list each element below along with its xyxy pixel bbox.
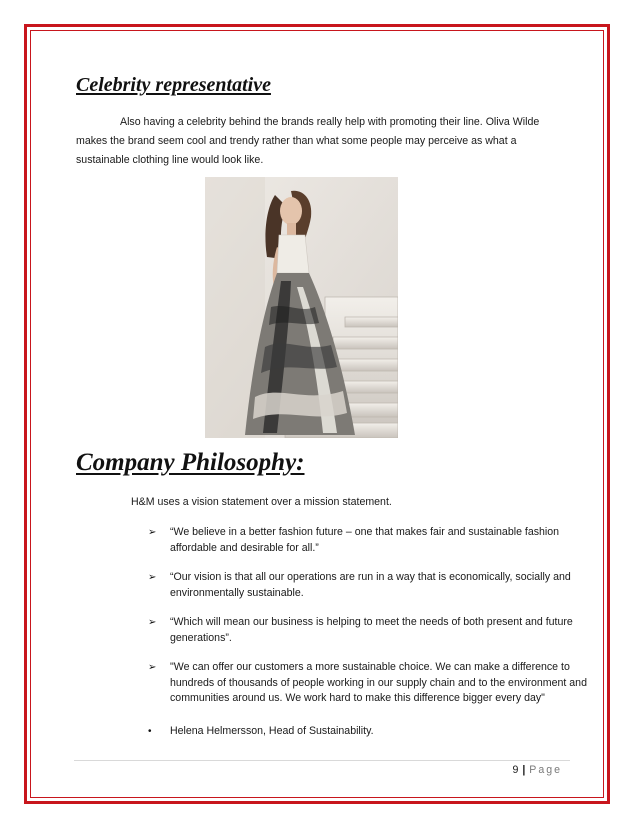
page-label: Page [529,764,562,776]
philosophy-intro: H&M uses a vision statement over a mission statement. [131,496,392,508]
page-footer [512,764,562,776]
list-item [148,615,590,646]
list-item [148,525,590,556]
list-item [148,660,590,707]
list-item [148,570,590,601]
arrow-bullet-icon: ➢ [148,572,157,583]
arrow-bullet-icon: ➢ [148,527,157,538]
list-item-text: “We believe in a better fashion future – one that makes fair and sustainable fashion affordable and desirable for all.” [170,526,560,554]
list-item-text: “Our vision is that all our operations are run in a way that is economically, socially and environmentally sustainable. [170,571,571,599]
fashion-photo-illustration [205,177,398,438]
attribution-item [148,724,590,740]
celebrity-paragraph: Also having a celebrity behind the brands really help with promoting their line. Oliva Wilde makes the brand seem cool and trendy rather than what some people may perceive as what a sustainable clothing line would look like. [76,116,540,166]
arrow-bullet-icon: ➢ [148,617,157,628]
list-item-text: "We can offer our customers a more sustainable choice. We can make a difference to hundreds of thousands of people working in our supply chain and to the environment and communities around us. We work hard to make this difference bigger every day" [170,661,587,704]
attribution-text: Helena Helmersson, Head of Sustainability. [170,725,374,737]
footer-separator: | [522,764,526,776]
arrow-bullet-icon: ➢ [148,662,157,673]
heading-company-philosophy: Company Philosophy: [76,449,305,476]
heading-celebrity-representative: Celebrity representative [76,74,271,96]
page-number: 9 [512,764,519,776]
footer-divider [74,760,570,761]
list-item-text: “Which will mean our business is helping to meet the needs of both present and future generations”. [170,616,573,644]
fashion-photo [205,177,398,438]
dot-bullet-icon: • [148,726,152,737]
